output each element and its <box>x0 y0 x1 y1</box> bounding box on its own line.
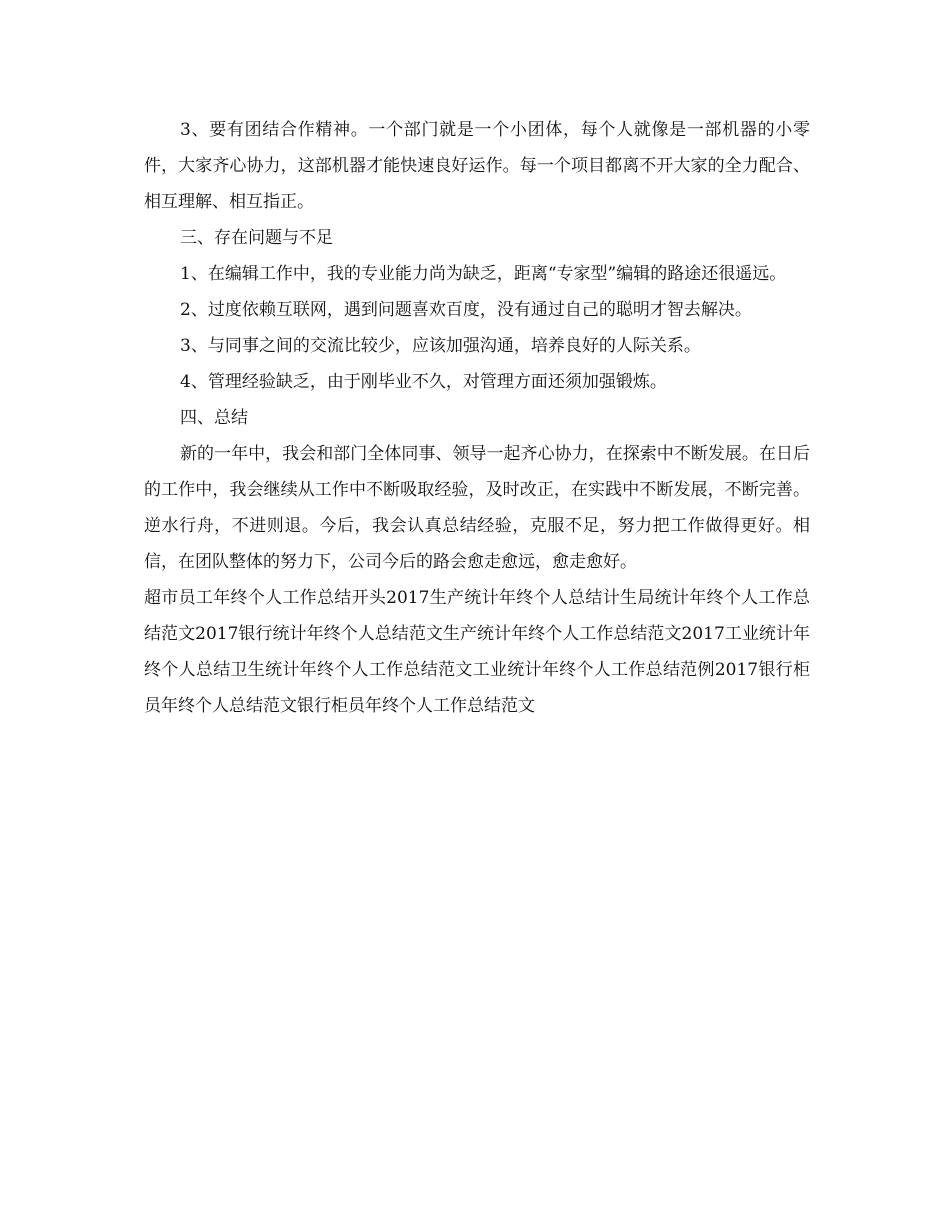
paragraph-problem-2: 2、过度依赖互联网，遇到问题喜欢百度，没有通过自己的聪明才智去解决。 <box>180 300 752 320</box>
paragraph-teamwork: 3、要有团结合作精神。一个部门就是一个小团体，每个人就像是一部机器的小零件，大家齐心协力，这部机器才能快速良好运作。每一个项目都离不开大家的全力配合、相互理解、相互指正。 <box>144 120 810 212</box>
paragraph-problem-4: 4、管理经验缺乏，由于刚毕业不久，对管理方面还须加强锻炼。 <box>180 372 667 392</box>
paragraph-problem-1: 1、在编辑工作中，我的专业能力尚为缺乏，距离“专家型”编辑的路途还很遥远。 <box>180 264 787 284</box>
paragraph-problem-3: 3、与同事之间的交流比较少，应该加强沟通，培养良好的人际关系。 <box>180 336 701 356</box>
related-articles-text: 超市员工年终个人工作总结开头2017生产统计年终个人总结计生局统计年终个人工作总结范文2017银行统计年终个人总结范文生产统计年终个人工作总结范文2017工业统计年终个人总结卫生统计年终个人工作总结范文工业统计年终个人工作总结范例2017银行柜员年终个人总结范文银行柜员年终个人工作总结范文 <box>144 588 810 716</box>
section-heading-problems: 三、存在问题与不足 <box>180 228 333 248</box>
document-page <box>144 112 810 724</box>
section-heading-summary: 四、总结 <box>180 408 248 428</box>
paragraph-summary: 新的一年中，我会和部门全体同事、领导一起齐心协力，在探索中不断发展。在日后的工作中，我会继续从工作中不断吸取经验，及时改正，在实践中不断发展，不断完善。逆水行舟，不进则退。今后，我会认真总结经验，克服不足，努力把工作做得更好。相信，在团队整体的努力下，公司今后的路会愈走愈远，愈走愈好。 <box>144 444 810 572</box>
